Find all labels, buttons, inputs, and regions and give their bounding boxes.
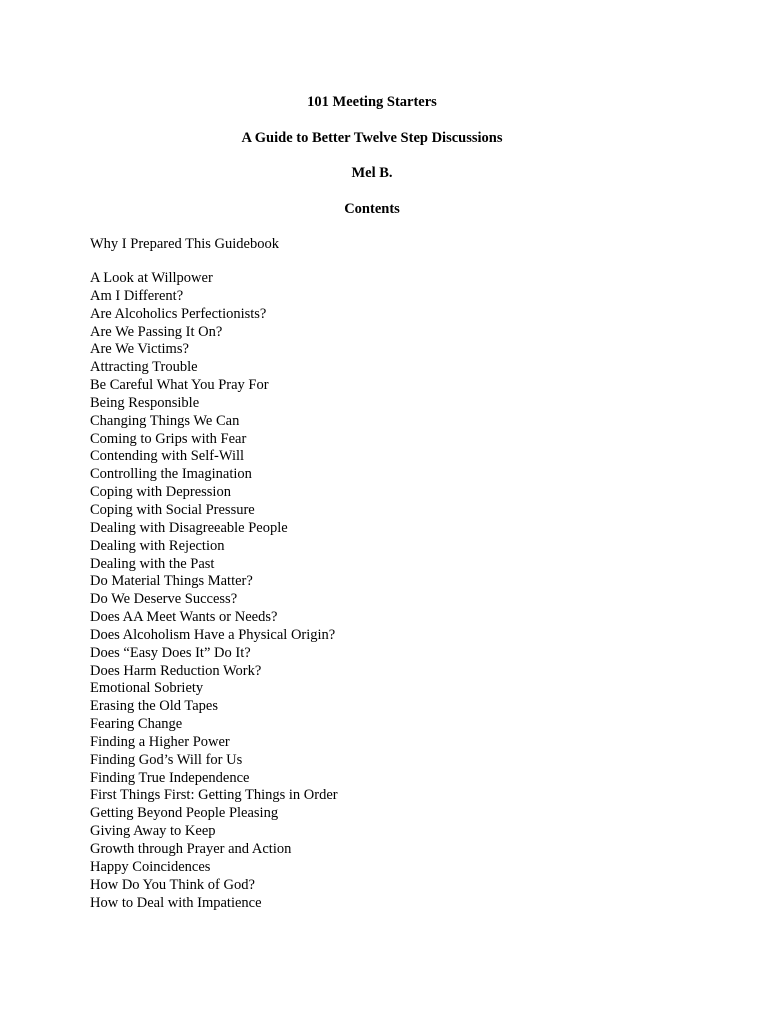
toc-entry: Finding God’s Will for Us xyxy=(90,751,243,768)
toc-entry: Erasing the Old Tapes xyxy=(90,698,218,715)
toc-entry: Finding a Higher Power xyxy=(90,733,230,750)
contents-heading: Contents xyxy=(344,201,400,217)
toc-entry: Dealing with Disagreeable People xyxy=(90,519,288,536)
toc-entry: Do Material Things Matter? xyxy=(90,573,253,590)
document-subtitle: A Guide to Better Twelve Step Discussions xyxy=(241,130,503,146)
toc-entry: Giving Away to Keep xyxy=(90,823,216,840)
toc-entry: How Do You Think of God? xyxy=(90,876,255,893)
toc-entry: Fearing Change xyxy=(90,716,183,733)
toc-entry: Getting Beyond People Pleasing xyxy=(90,805,279,822)
toc-entry: Coming to Grips with Fear xyxy=(90,430,247,447)
toc-entry: Controlling the Imagination xyxy=(90,466,252,483)
toc-entry: Being Responsible xyxy=(90,394,200,411)
toc-entry: Growth through Prayer and Action xyxy=(90,841,292,857)
toc-entry: A Look at Willpower xyxy=(90,270,213,286)
toc-entry: Attracting Trouble xyxy=(90,359,198,376)
toc-entry: Are We Passing It On? xyxy=(90,323,223,340)
document-title: 101 Meeting Starters xyxy=(307,94,437,110)
toc-entry: Be Careful What You Pray For xyxy=(90,377,269,394)
table-of-contents xyxy=(90,270,338,912)
toc-intro-entry: Why I Prepared This Guidebook xyxy=(90,236,279,252)
toc-entry: Are Alcoholics Perfectionists? xyxy=(90,305,267,322)
toc-entry: Does AA Meet Wants or Needs? xyxy=(90,609,278,626)
toc-entry: Coping with Social Pressure xyxy=(90,501,255,518)
toc-entry: Does “Easy Does It” Do It? xyxy=(90,644,251,661)
toc-entry: Does Harm Reduction Work? xyxy=(90,662,262,679)
toc-entry: Finding True Independence xyxy=(90,769,250,786)
toc-entry: Emotional Sobriety xyxy=(90,680,204,697)
toc-entry: How to Deal with Impatience xyxy=(90,894,262,911)
toc-entry: Do We Deserve Success? xyxy=(90,591,238,608)
toc-entry: Coping with Depression xyxy=(90,484,231,501)
toc-entry: Does Alcoholism Have a Physical Origin? xyxy=(90,626,336,643)
toc-entry: Am I Different? xyxy=(90,287,184,304)
toc-entry: Contending with Self-Will xyxy=(90,448,245,465)
toc-entry: Dealing with the Past xyxy=(90,555,215,572)
toc-entry: Happy Coincidences xyxy=(90,858,211,875)
document-author: Mel B. xyxy=(351,165,393,181)
toc-entry: Dealing with Rejection xyxy=(90,537,225,554)
toc-entry: First Things First: Getting Things in Order xyxy=(90,787,338,804)
toc-entry: Are We Victims? xyxy=(90,341,189,358)
toc-entry: Changing Things We Can xyxy=(90,412,240,429)
